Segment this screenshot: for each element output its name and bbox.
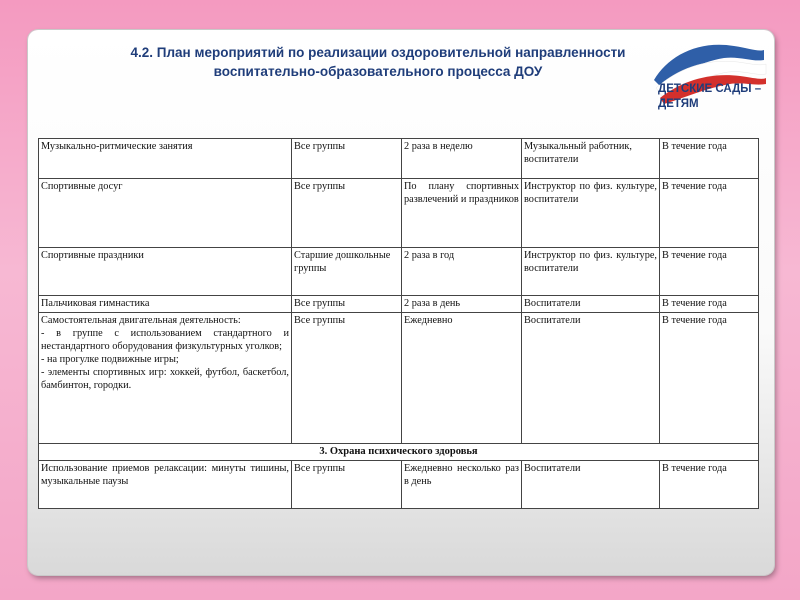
activity-line: - в группе с использованием стандартного и нестандартного оборудования физкультурных уголков; bbox=[41, 328, 289, 352]
section-title: 3. Охрана психического здоровья bbox=[39, 444, 759, 461]
cell-activity: Использование приемов релаксации: минуты тишины, музыкальные паузы bbox=[39, 461, 292, 509]
table-row bbox=[39, 248, 759, 296]
table-row bbox=[39, 179, 759, 248]
cell-period: В течение года bbox=[660, 179, 759, 248]
cell-activity bbox=[39, 313, 292, 444]
section-row bbox=[39, 444, 759, 461]
cell-groups: Старшие дошкольные группы bbox=[292, 248, 402, 296]
slide bbox=[28, 30, 774, 575]
cell-frequency: Ежедневно bbox=[402, 313, 522, 444]
cell-groups: Все группы bbox=[292, 313, 402, 444]
title-line-1: 4.2. План мероприятий по реализации оздоровительной направленности bbox=[130, 45, 626, 60]
cell-frequency: 2 раза в неделю bbox=[402, 139, 522, 179]
plan-table-body bbox=[39, 139, 759, 509]
table-row bbox=[39, 461, 759, 509]
cell-responsible: Воспитатели bbox=[522, 461, 660, 509]
cell-groups: Все группы bbox=[292, 296, 402, 313]
cell-responsible: Воспитатели bbox=[522, 313, 660, 444]
cell-groups: Все группы bbox=[292, 461, 402, 509]
cell-activity: Музыкально-ритмические занятия bbox=[39, 139, 292, 179]
cell-activity: Пальчиковая гимнастика bbox=[39, 296, 292, 313]
cell-responsible: Инструктор по физ. культуре, воспитатели bbox=[522, 179, 660, 248]
table-row bbox=[39, 139, 759, 179]
cell-activity: Спортивные праздники bbox=[39, 248, 292, 296]
activity-line: - на прогулке подвижные игры; bbox=[41, 354, 179, 365]
activity-line: Самостоятельная двигательная деятельность: bbox=[41, 315, 241, 326]
cell-responsible: Инструктор по физ. культуре, воспитатели bbox=[522, 248, 660, 296]
cell-period: В течение года bbox=[660, 248, 759, 296]
cell-responsible: Музыкальный работник, воспитатели bbox=[522, 139, 660, 179]
cell-groups: Все группы bbox=[292, 179, 402, 248]
cell-frequency: 2 раза в день bbox=[402, 296, 522, 313]
cell-period: В течение года bbox=[660, 139, 759, 179]
cell-period: В течение года bbox=[660, 461, 759, 509]
cell-period: В течение года bbox=[660, 313, 759, 444]
table-row bbox=[39, 313, 759, 444]
activity-line: - элементы спортивных игр: хоккей, футбол, баскетбол, бамбинтон, городки. bbox=[41, 367, 289, 391]
cell-groups: Все группы bbox=[292, 139, 402, 179]
cell-responsible: Воспитатели bbox=[522, 296, 660, 313]
logo-text-line-2: ДЕТЯМ bbox=[658, 98, 699, 110]
cell-frequency: Ежедневно несколько раз в день bbox=[402, 461, 522, 509]
plan-table bbox=[38, 138, 759, 509]
logo-text-line-1: ДЕТСКИЕ САДЫ – bbox=[658, 83, 762, 95]
page-title bbox=[98, 43, 658, 81]
table-row bbox=[39, 296, 759, 313]
logo-text bbox=[658, 82, 768, 112]
cell-period: В течение года bbox=[660, 296, 759, 313]
cell-activity: Спортивные досуг bbox=[39, 179, 292, 248]
cell-frequency: 2 раза в год bbox=[402, 248, 522, 296]
title-line-2: воспитательно-образовательного процесса ДОУ bbox=[213, 64, 543, 79]
cell-frequency: По плану спортивных развлечений и праздников bbox=[402, 179, 522, 248]
